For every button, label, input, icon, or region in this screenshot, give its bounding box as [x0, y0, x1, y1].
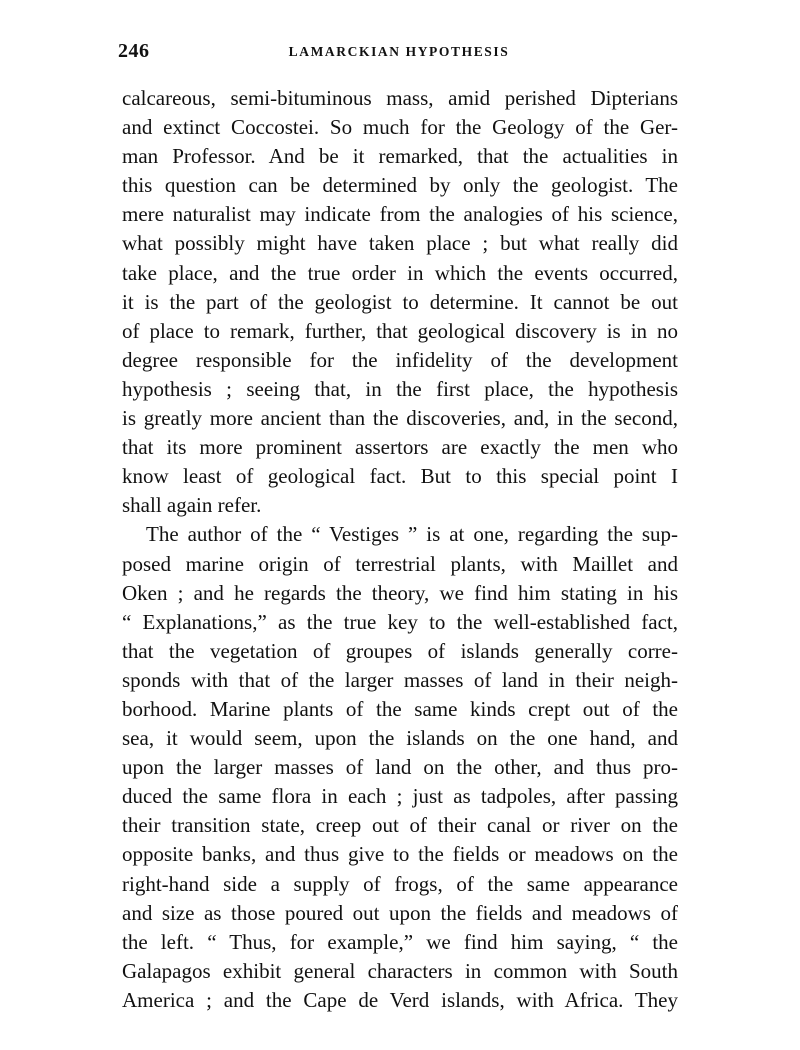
text-line: right-hand side a supply of frogs, of the same appearance — [122, 871, 678, 896]
text-line: man Professor. And be it remarked, that the actualities in — [122, 144, 678, 169]
text-line: hypothesis ; seeing that, in the first place, the hypothesis — [122, 376, 678, 401]
text-line: shall again refer. — [122, 493, 262, 518]
paragraph-2 — [122, 520, 678, 1015]
text-line: Galapagos exhibit general characters in common with South — [122, 958, 678, 983]
text-line: that its more prominent assertors are exactly the men who — [122, 435, 678, 460]
page-number: 246 — [118, 40, 150, 62]
page-header — [118, 40, 680, 70]
text-line: borhood. Marine plants of the same kinds crept out of the — [122, 696, 678, 721]
text-line: sponds with that of the larger masses of land in their neigh- — [122, 667, 678, 692]
text-line: posed marine origin of terrestrial plants, with Maillet and — [122, 551, 678, 576]
text-line: degree responsible for the infidelity of the development — [122, 347, 678, 372]
text-line: America ; and the Cape de Verd islands, with Africa. They — [122, 987, 678, 1012]
text-line: and extinct Coccostei. So much for the Geology of the Ger- — [122, 115, 678, 140]
text-line: is greatly more ancient than the discoveries, and, in the second, — [122, 406, 678, 431]
text-line: know least of geological fact. But to this special point I — [122, 464, 678, 489]
body-text — [122, 84, 678, 1015]
text-line: calcareous, semi-bituminous mass, amid perished Dipterians — [122, 86, 678, 110]
text-line: of place to remark, further, that geological discovery is in no — [122, 318, 678, 343]
text-line: sea, it would seem, upon the islands on the one hand, and — [122, 726, 678, 751]
text-line: “ Explanations,” as the true key to the well-established fact, — [122, 609, 678, 634]
text-line: opposite banks, and thus give to the fields or meadows on the — [122, 842, 678, 867]
text-line: The author of the “ Vestiges ” is at one, regarding the sup- — [146, 522, 678, 547]
text-line: what possibly might have taken place ; but what really did — [122, 231, 678, 256]
paragraph-1 — [122, 84, 678, 520]
text-line: mere naturalist may indicate from the analogies of his science, — [122, 202, 678, 227]
text-line: that the vegetation of groupes of islands generally corre- — [122, 638, 678, 663]
text-line: this question can be determined by only the geologist. The — [122, 173, 678, 198]
text-line: and size as those poured out upon the fields and meadows of — [122, 900, 678, 925]
text-line: take place, and the true order in which the events occurred, — [122, 260, 678, 285]
text-line: it is the part of the geologist to determine. It cannot be out — [122, 289, 678, 314]
text-line: Oken ; and he regards the theory, we find him stating in his — [122, 580, 678, 605]
running-head: LAMARCKIAN HYPOTHESIS — [288, 44, 510, 59]
text-line: their transition state, creep out of their canal or river on the — [122, 813, 678, 838]
text-line: the left. “ Thus, for example,” we find him saying, “ the — [122, 929, 678, 954]
text-line: upon the larger masses of land on the other, and thus pro- — [122, 755, 678, 780]
text-line: duced the same flora in each ; just as tadpoles, after passing — [122, 784, 678, 809]
